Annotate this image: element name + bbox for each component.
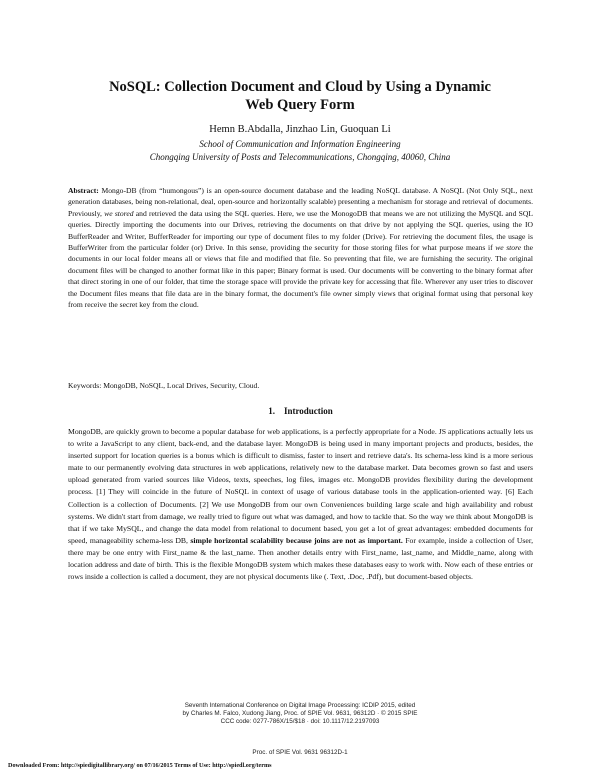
abstract-italic-2: we store [495,243,522,253]
abstract-text-1: Mongo-DB (from “humongous”) is an open-source document database and the leading NoSQL database. A NoSQL (Not Only SQL, next generation databases, being non-relational, deal, open-source and horizontally scalable) presenting a mechanism for storage and retrieval of documents. Previously, [68,186,533,218]
keywords-line: Keywords: MongoDB, NoSQL, Local Drives, Security, Cloud. [68,381,260,390]
abstract-label: Abstract: [68,186,99,195]
affiliation-school: School of Communication and Information Engineering [199,139,401,149]
intro-bold-phrase: simple horizontal scalability because joins are not as important. [190,535,403,545]
abstract-paragraph [68,185,533,310]
footer-line-1: Seventh International Conference on Digital Image Processing: ICDIP 2015, edited [184,702,416,709]
download-notice: Downloaded From: http://spiedigitallibrary.org/ on 07/16/2015 Terms of Use: http://spiedl.org/terms [8,762,272,769]
affiliation-university: Chongqing University of Posts and Telecommunications, Chongqing, 40060, China [149,152,451,162]
footer-line-2: by Charles M. Falco, Xudong Jiang, Proc. of SPIE Vol. 9631, 96312D · © 2015 SPIE [182,710,418,717]
introduction-paragraph [68,426,533,583]
conference-footer [100,702,500,726]
title-line-1: NoSQL: Collection Document and Cloud by Using a Dynamic [109,79,491,95]
intro-text-2: For example, inside a collection of User, there may be one entry with First_name & the last_name. Then another details entry with First_name, last_name, and Middle_name, along with location address and date of birth. This is the flexible MongoDB system which makes these databases easy to work with. Now each of these entries or rows inside a collection is called a document, they are not physical documents like (. Text, .Doc, .Pdf), but document-based objects. [68,535,533,582]
intro-text-1: MongoDB, are quickly grown to become a popular database for web applications, is a perfectly appropriate for a Node. JS applications actually lets us to write a JavaScript to any client, back-end, and the database layer. MongoDB is being used in many important projects and products, besides, the inserted support for location queries is a bonus which is difficult to dismiss, faster to insert and retrieve data's. Its schema-less kind is a more serious mate to our permanently evolving data structures in web applications, relatively new to the database market. Data becomes grown so fast and users upload generated from varied sources like Videos, texts, speeches, log files, images etc. MongoDB provides flexibility during the development process. [1] They will coincide in the future of NoSQL in context of usage of various database tools in the application-oriented way. [6] Each Collection is a collection of Documents. [2] We use MongoDB from our own Conveniences building large scale and high availability and robust systems. We didn't start from damage, we really tried to figure out what was damaged, and how to tackle that. So the way we think about MongoDB is that if we take MySQL, and change the data model from relational to document based, you get a lot of great advantages: embedded documents for speed, manageability schema-less DB, [68,427,533,545]
abstract-text-2: and retrieved the data using the SQL queries. Here, we use the MonogoDB that means we are not utilizing the MySQL and SQL queries. Directly importing the documents into our Drives, retrieving the documents on that drive by not applying the SQL queries, using the IO BufferReader and Writer, BufferReader for importing our type of document files to my folder (Drive). For retrieving the document files, the usage is BufferWriter from the particular folder (or) Drive. In this sense, providing the security for those storing files for what purpose means if [68,208,533,253]
page-number: Proc. of SPIE Vol. 9631 96312D-1 [252,749,348,756]
footer-line-3: CCC code: 0277-786X/15/$18 · doi: 10.1117/12.2197093 [220,718,380,725]
section-heading-introduction: 1. Introduction [268,406,333,416]
title-line-2: Web Query Form [245,97,355,113]
author-list: Hemn B.Abdalla, Jinzhao Lin, Guoquan Li [209,124,391,135]
abstract-text-3: the documents in our local folder means all or views that file and modified that file. So preventing that file, we are furnishing the security. The original document files will be changed to another format like in this paper; Binary format is used. Our documents will be converting to the binary format after that direct storing in one of our folder, that time the storage space will provide the private key for accessing that file. Wherever any user tries to discover the Document files means that file data are in the binary format, the document's file owner simply views that original format using that personal key from receive the secret key from the cloud. [68,243,533,310]
paper-title [60,78,540,114]
abstract-italic-1: we stored [104,208,134,218]
